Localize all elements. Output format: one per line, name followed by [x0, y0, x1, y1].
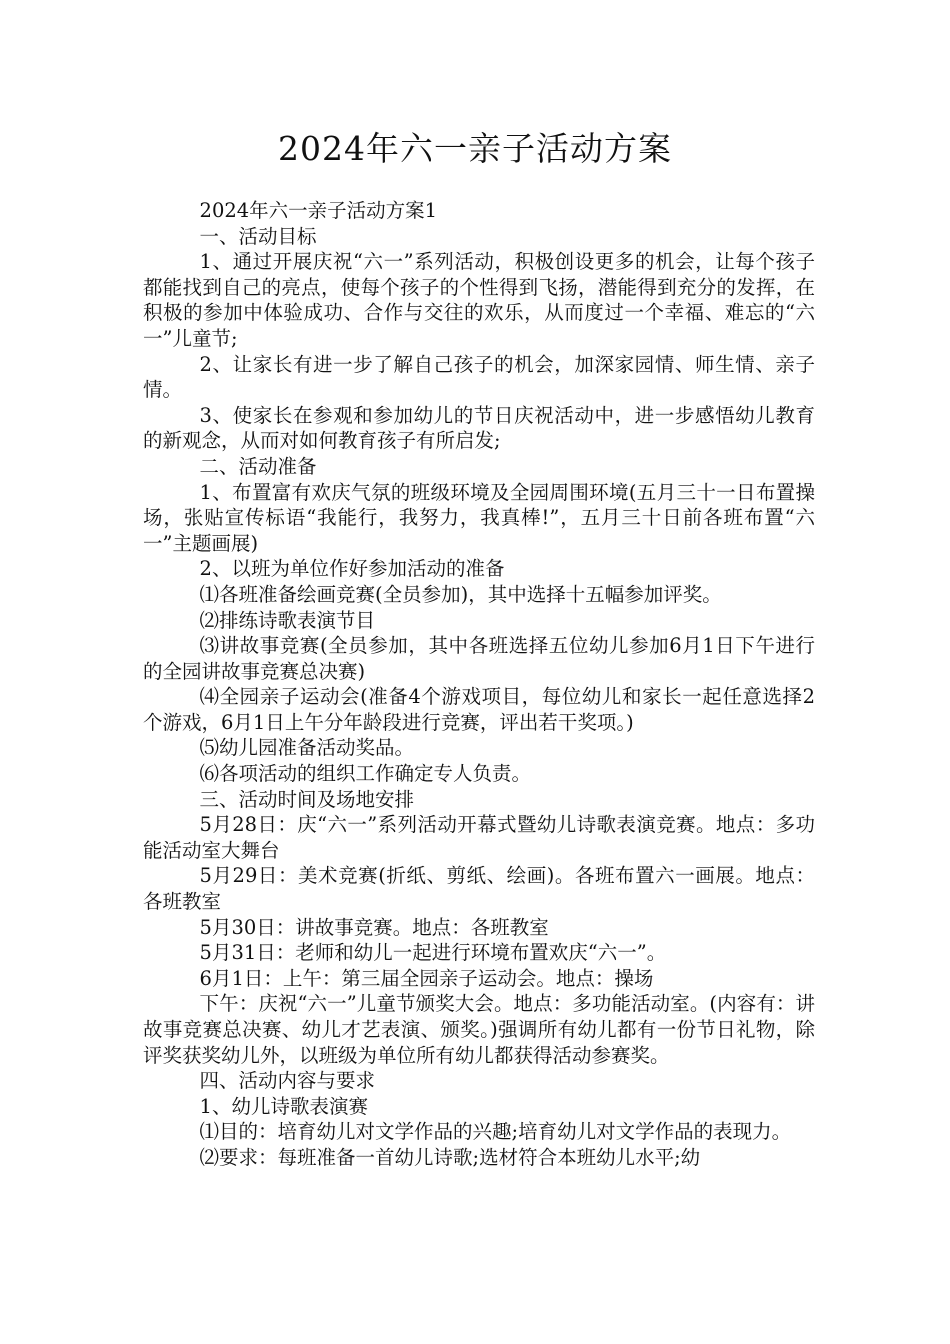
document-title: 2024年六一亲子活动方案: [278, 129, 672, 168]
paragraph: 1、幼儿诗歌表演赛: [199, 1094, 368, 1118]
schedule-item: 5月30日：讲故事竞赛。地点：各班教室: [199, 915, 549, 939]
paragraph: 1、通过开展庆祝“六一”系列活动，积极创设更多的机会，让每个孩子都能找到自己的亮点，使每个孩子的个性得到飞扬，潜能得到充分的发挥，在积极的参加中体验成功、合作与交往的欢乐，从而度过一个幸福、难忘的“六一”儿童节;: [143, 250, 815, 350]
heading-goals: 一、活动目标: [199, 224, 317, 248]
paragraph: 3、使家长在参观和参加幼儿的节日庆祝活动中，进一步感悟幼儿教育的新观念，从而对如何教育孩子有所启发;: [143, 403, 815, 453]
heading-schedule: 三、活动时间及场地安排: [199, 787, 415, 811]
list-item: ⑷全园亲子运动会(准备4个游戏项目，每位幼儿和家长一起任意选择2个游戏，6月1日上午分年龄段进行竞赛，评出若干奖项。): [143, 685, 815, 734]
paragraph: 1、布置富有欢庆气氛的班级环境及全园周围环境(五月三十一日布置操场，张贴宣传标语“我能行，我努力，我真棒!”，五月三十日前各班布置“六一”主题画展): [143, 480, 815, 555]
list-item: ⑹各项活动的组织工作确定专人负责。: [199, 762, 532, 786]
list-item: ⑵排练诗歌表演节目: [199, 608, 376, 632]
paragraph: 2、以班为单位作好参加活动的准备: [199, 557, 505, 581]
schedule-item: 5月28日：庆“六一”系列活动开幕式暨幼儿诗歌表演竞赛。地点：多功能活动室大舞台: [143, 813, 815, 862]
heading-content: 四、活动内容与要求: [199, 1069, 376, 1093]
schedule-item: 下午：庆祝“六一”儿童节颁奖大会。地点：多功能活动室。(内容有：讲故事竞赛总决赛、幼儿才艺表演、颁奖。)强调所有幼儿都有一份节日礼物，除评奖获奖幼儿外，以班级为单位所有幼儿都获得活动参赛奖。: [143, 992, 815, 1067]
section-subtitle: 2024年六一亲子活动方案1: [199, 199, 438, 222]
paragraph: 2、让家长有进一步了解自己孩子的机会，加深家园情、师生情、亲子情。: [143, 352, 815, 402]
list-item: ⑴各班准备绘画竞赛(全员参加)，其中选择十五幅参加评奖。: [199, 582, 722, 606]
document-body: [143, 198, 815, 1171]
schedule-item: 5月29日：美术竞赛(折纸、剪纸、绘画)。各班布置六一画展。地点：各班教室: [143, 864, 815, 914]
list-item: ⑸幼儿园准备活动奖品。: [199, 736, 415, 760]
list-item: ⑴目的：培育幼儿对文学作品的兴趣;培育幼儿对文学作品的表现力。: [199, 1120, 792, 1144]
schedule-item: 5月31日：老师和幼儿一起进行环境布置欢庆“六一”。: [199, 941, 667, 965]
heading-preparation: 二、活动准备: [199, 454, 317, 478]
list-item: ⑵要求：每班准备一首幼儿诗歌;选材符合本班幼儿水平;幼: [199, 1145, 701, 1169]
schedule-item: 6月1日：上午：第三届全园亲子运动会。地点：操场: [199, 966, 654, 990]
list-item: ⑶讲故事竞赛(全员参加，其中各班选择五位幼儿参加6月1日下午进行的全园讲故事竞赛总决赛): [143, 634, 815, 683]
